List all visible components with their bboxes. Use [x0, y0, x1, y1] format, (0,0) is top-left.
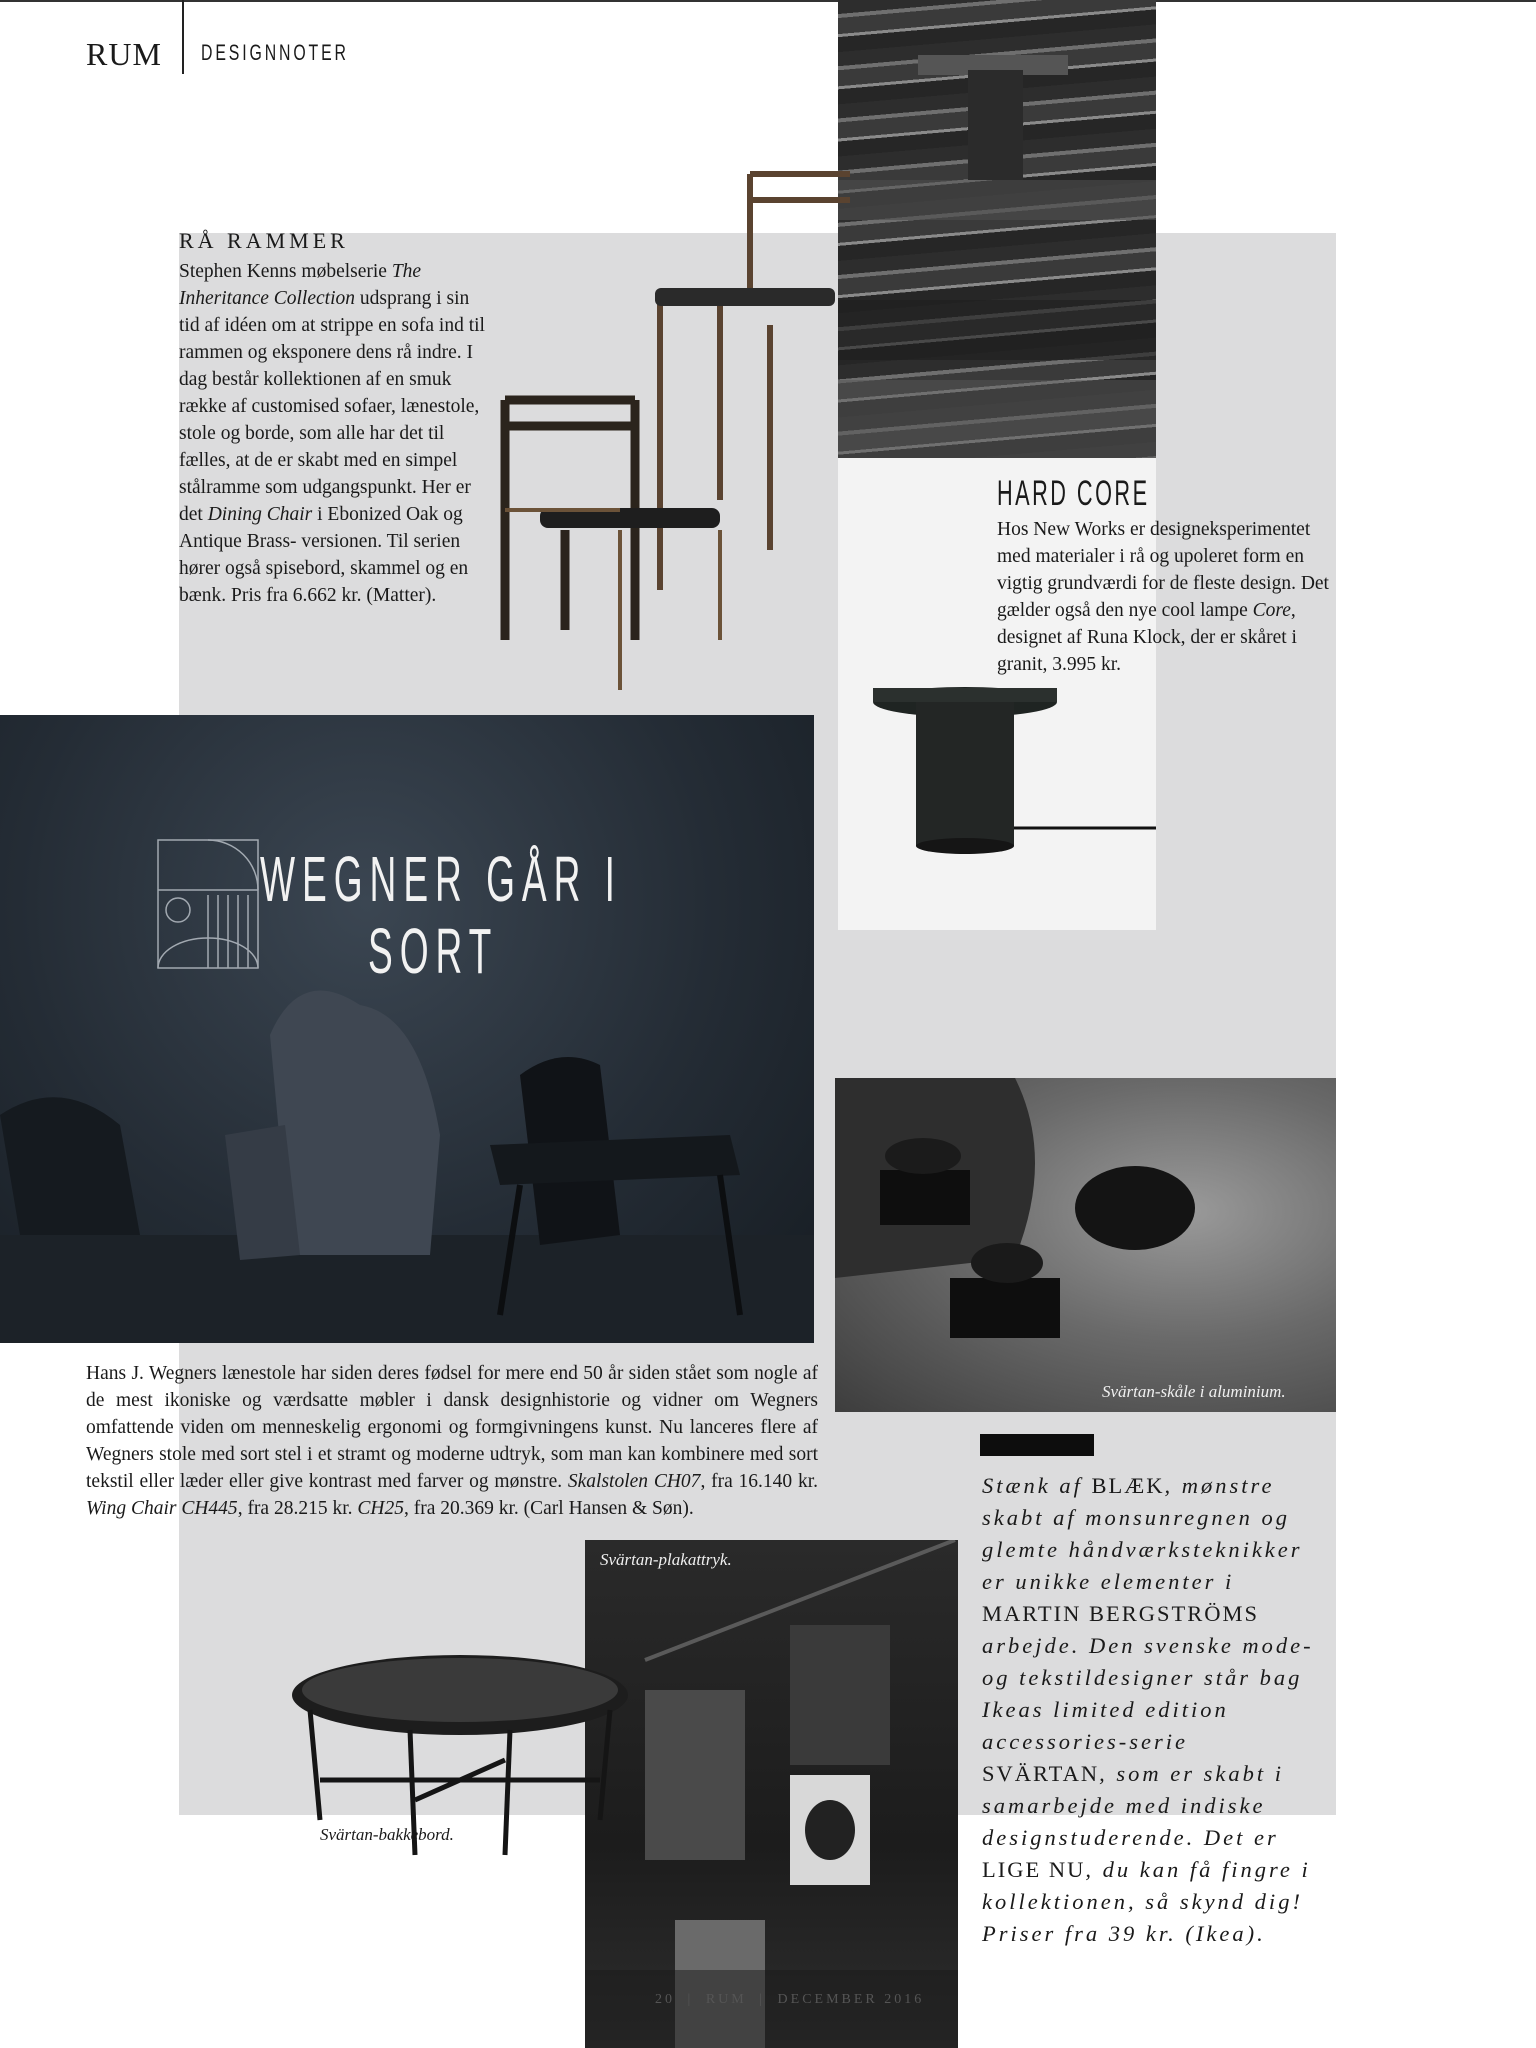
- wegner-italic-3: CH25: [357, 1498, 404, 1519]
- core-italic: Core: [1252, 600, 1291, 621]
- quote-text-e: arbejde. Den svenske mode- og tekstildesigner står bag Ikeas limited edition accessories-serie: [982, 1633, 1314, 1754]
- granite-slabs-photo: [838, 0, 1156, 458]
- footer-issue: DECEMBER 2016: [777, 1992, 925, 2007]
- header-divider: [182, 0, 184, 74]
- wegner-italic-1: Skalstolen CH07: [567, 1471, 701, 1492]
- svaertan-posters-photo: [585, 1540, 958, 2048]
- wegner-body: [86, 1360, 818, 1522]
- svaertan-bowls-photo: [835, 1078, 1336, 1412]
- raa-text-3: i Ebonized Oak og Antique Brass- versionen. Til serien hører også spisebord, skammel og en bænk. Pris fra 6.662 kr. (Matter).: [179, 504, 469, 606]
- poster-caption: Svärtan-plakattryk.: [600, 1550, 732, 1569]
- wegner-text-3: , fra 28.215 kr.: [237, 1498, 358, 1519]
- hard-core-body: [997, 516, 1337, 678]
- raa-text-1: Stephen Kenns møbelserie: [179, 261, 392, 282]
- black-bar: [980, 1434, 1094, 1456]
- svaertan-quote: [982, 1470, 1322, 1950]
- wegner-text-1: Hans J. Wegners lænestole har siden deres fødsel for mere end 50 år siden stået som nogle af de mest ikoniske og værdsatte møbler i dansk designhistorie og vidner om Wegners omfattende viden om menneskelig ergonomi og formgivningens kunst. Nu lanceres flere af Wegners stole med sort stel i et stramt og moderne udtryk, som man kan kombinere med sort tekstil eller læder eller give kontrast med farver og mønstre.: [86, 1363, 818, 1492]
- quote-caps-d: MARTIN BERGSTRÖMS: [982, 1601, 1260, 1626]
- quote-text-g: , som er skabt i samarbejde med indiske designstuderende. Det er: [982, 1761, 1284, 1850]
- core-text-2: , designet af Runa Klock, der er skåret i granit, 3.995 kr.: [997, 600, 1297, 675]
- quote-caps-f: SVÄRTAN: [982, 1761, 1100, 1786]
- core-text-1: Hos New Works er designeksperimentet med materialer i rå og upoleret form en vigtig grundværdi for de fleste design. Det gælder også den nye cool lampe: [997, 519, 1329, 621]
- wegner-text-2: , fra 16.140 kr.: [700, 1471, 818, 1492]
- page-number: 20: [655, 1992, 675, 2007]
- raa-rammer-body: [179, 258, 489, 609]
- top-rule: [0, 0, 1536, 2]
- svaertan-posters-image: [585, 1540, 958, 2048]
- quote-text-c: , mønstre skabt af monsunregnen og glemte håndværksteknikker er unikke elementer i: [982, 1473, 1303, 1594]
- wegner-title-line1: WEGNER GÅR I: [260, 843, 622, 915]
- footer-magazine: RUM: [705, 1992, 747, 2007]
- magazine-logo: RUM: [86, 36, 162, 72]
- granite-lamp-on-slabs-image: [838, 0, 1156, 458]
- quote-caps-b: BLÆK: [1091, 1473, 1165, 1498]
- raa-italic-2: Dining Chair: [207, 504, 313, 525]
- raa-text-2: udsprang i sin tid af idéen om at strippe en sofa ind til rammen og eksponere dens rå indre. I dag består kollektionen af en smuk række af customised sofaer, lænestole, stole og borde, som alle har det til fælles, at de er skabt med en simpel stålramme som udgangspunkt. Her er det: [179, 288, 485, 525]
- bowls-caption: Svärtan-skåle i aluminium.: [1102, 1382, 1286, 1401]
- section-title: DESIGNNOTER: [201, 40, 349, 65]
- wegner-title-line2: SORT: [368, 915, 499, 987]
- wegner-text-4: , fra 20.369 kr. (Carl Hansen & Søn).: [403, 1498, 694, 1519]
- art-deco-wall-icon: [158, 840, 258, 968]
- raa-rammer-kicker: RÅ RAMMER: [179, 228, 349, 253]
- page-footer: 20 | RUM | DECEMBER 2016: [655, 1992, 925, 2007]
- wegner-italic-2: Wing Chair CH445: [86, 1498, 238, 1519]
- wegner-chairs-image: [0, 715, 814, 1343]
- wegner-chairs-photo: [0, 715, 814, 1343]
- svaertan-bowls-image: [835, 1078, 1336, 1412]
- quote-text-a: Stænk af: [982, 1473, 1092, 1498]
- hard-core-heading: HARD CORE: [997, 474, 1150, 513]
- dining-chairs-image: [490, 170, 850, 700]
- table-caption: Svärtan-bakkebord.: [320, 1825, 454, 1844]
- quote-text-i: , du kan få fingre i kollektionen, så skynd dig! Priser fra 39 kr. (Ikea).: [982, 1857, 1311, 1946]
- quote-caps-h: LIGE NU: [982, 1857, 1086, 1882]
- raa-italic-1: The Inheritance Collection: [179, 261, 422, 309]
